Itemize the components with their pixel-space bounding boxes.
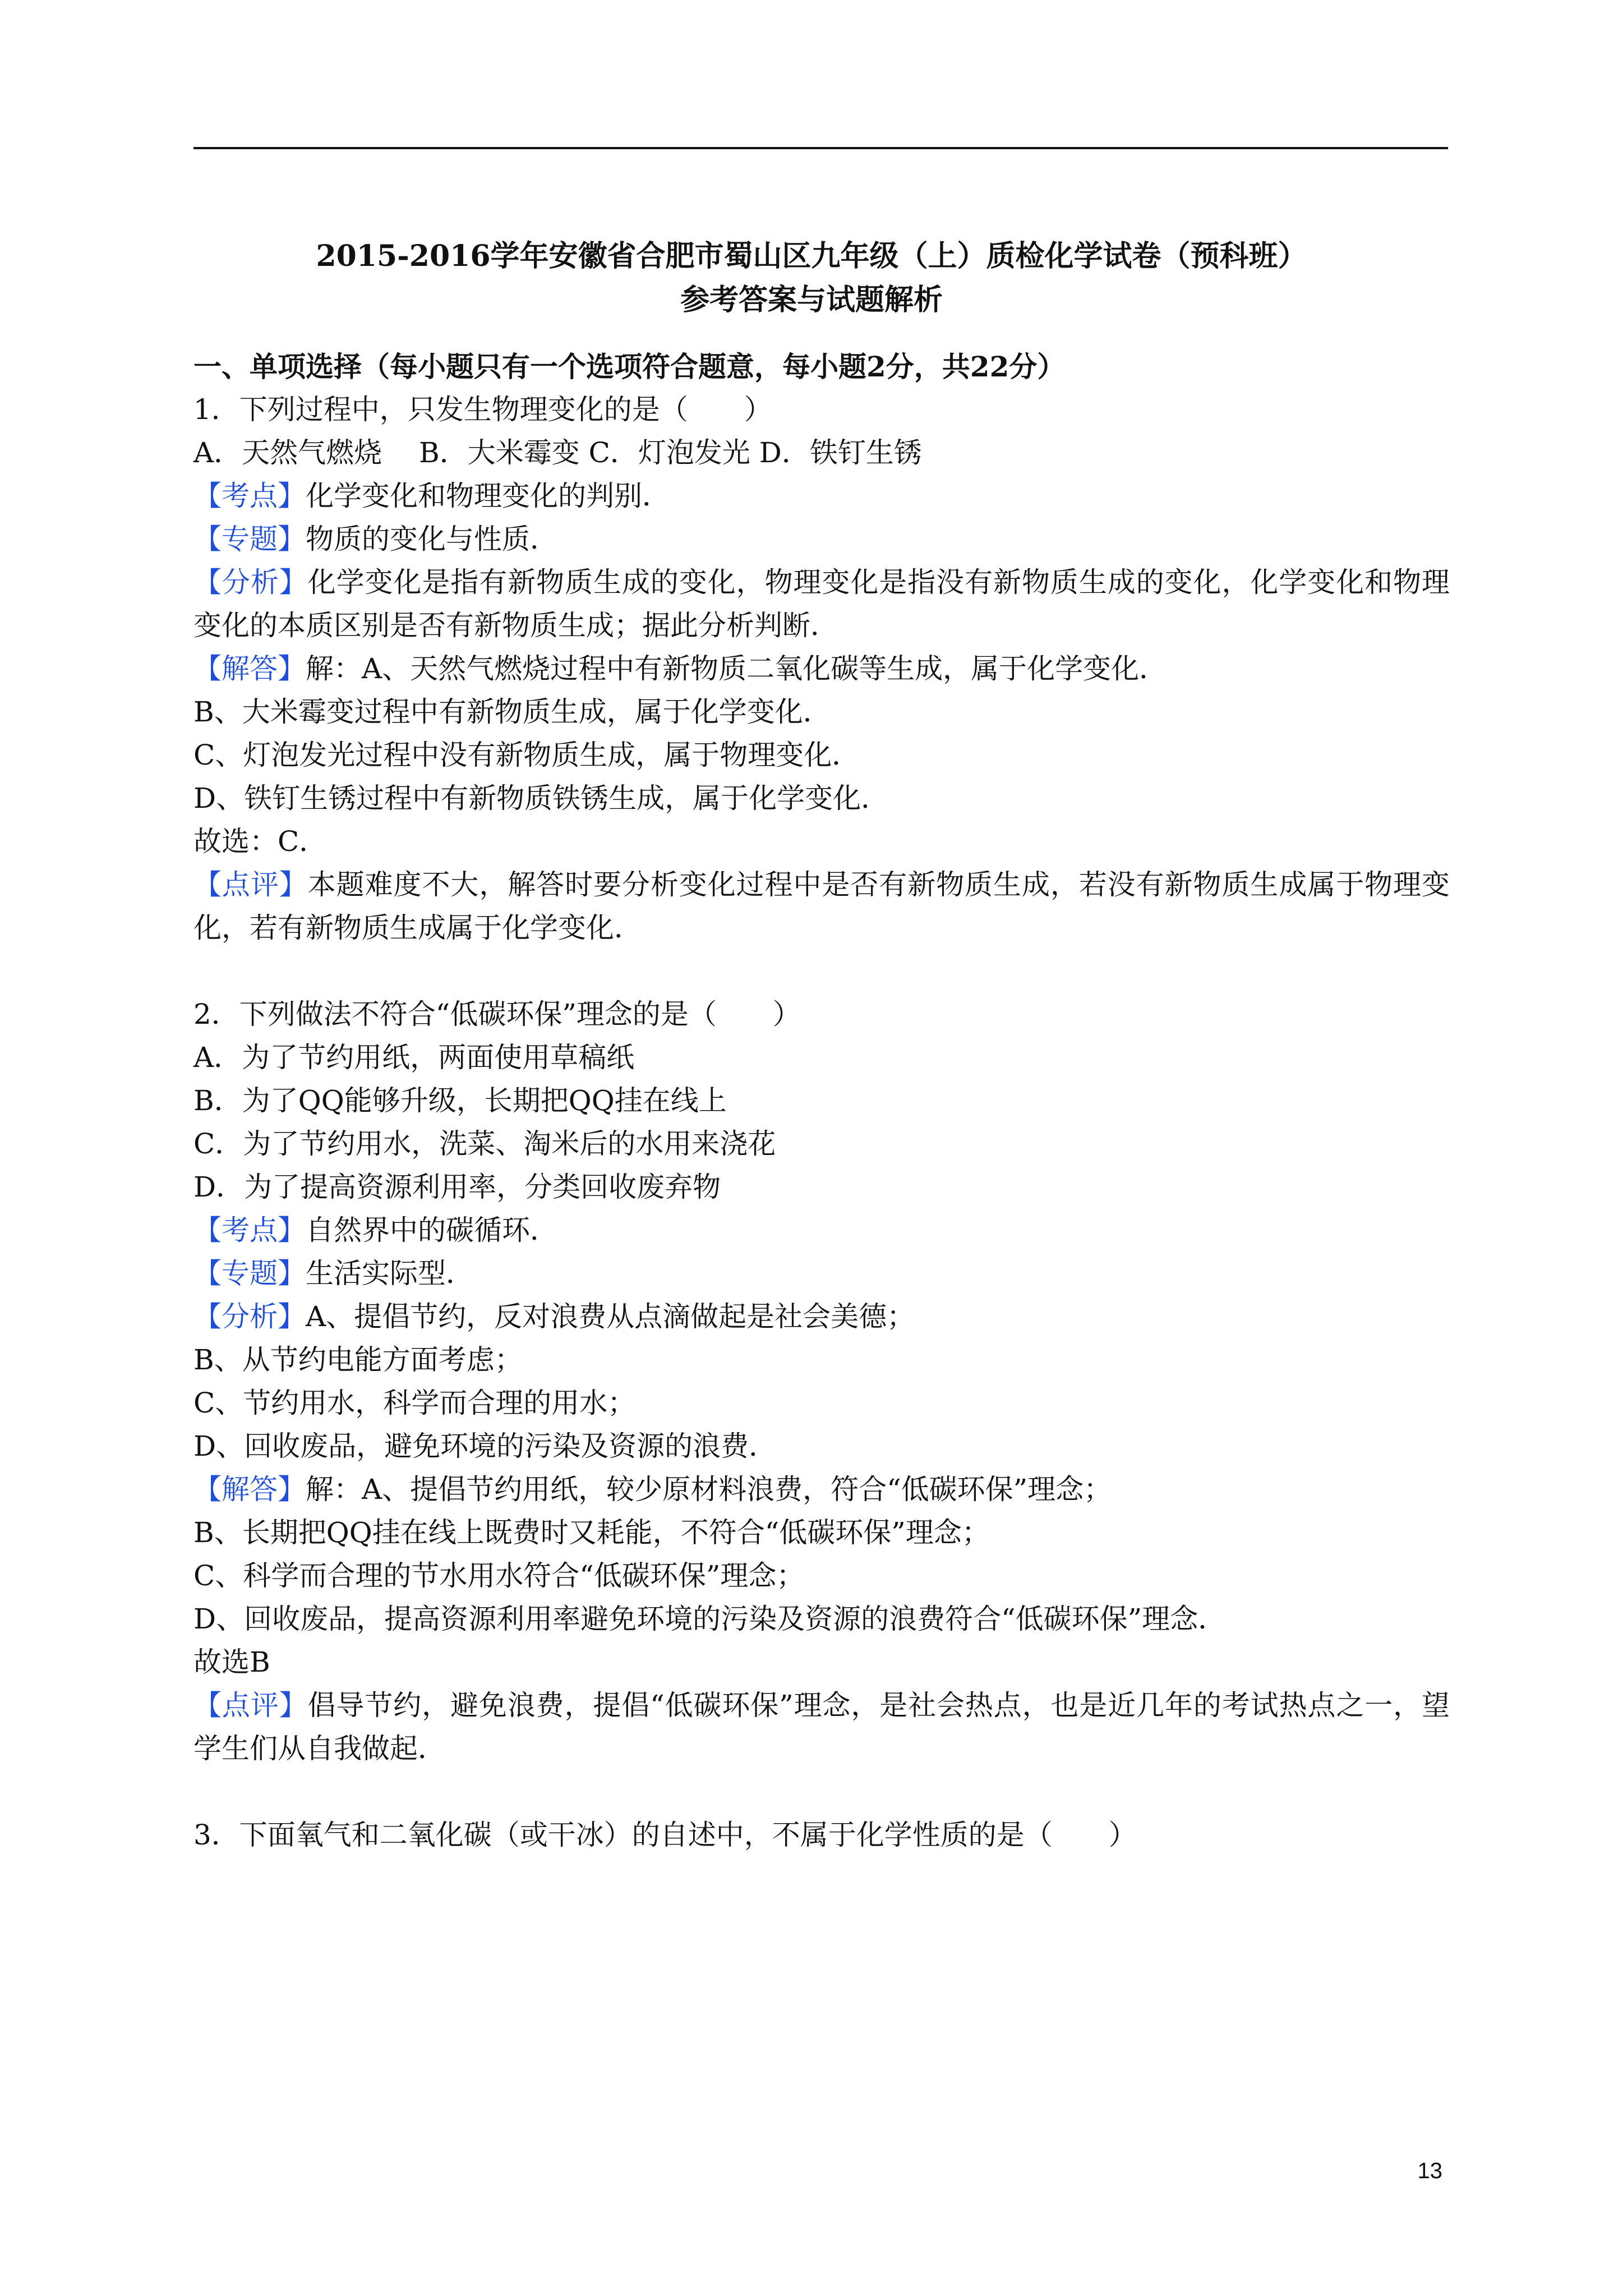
q2-jieda-d: D、回收废品，提高资源利用率避免环境的污染及资源的浪费符合“低碳环保”理念． <box>193 1603 1227 1635</box>
tag-fenxi: 【分析】 <box>193 566 308 599</box>
q2-fenxi-b: B、从节约电能方面考虑； <box>193 1343 523 1376</box>
q1-jieda <box>193 647 1450 691</box>
spacer <box>193 950 1450 993</box>
q2-answer: 故选B <box>193 1646 270 1678</box>
section-heading: 一、单项选择（每小题只有一个选项符合题意，每小题2分，共22分） <box>193 350 1066 383</box>
tag-dianping: 【点评】 <box>193 1689 308 1722</box>
tag-fenxi: 【分析】 <box>193 1300 306 1333</box>
q1-zhuanti <box>193 518 1450 561</box>
header-rule <box>193 147 1448 149</box>
q2-dianping-text: 倡导节约，避免浪费，提倡“低碳环保”理念，是社会热点，也是近几年的考试热点之一，望学生们从自我做起． <box>193 1689 1450 1765</box>
q2-fenxi-text: A、提倡节约，反对浪费从点滴做起是社会美德； <box>306 1300 915 1333</box>
q2-option-a: A．为了节约用纸，两面使用草稿纸 <box>193 1041 635 1074</box>
q2-zhuanti-text: 生活实际型． <box>306 1257 474 1290</box>
q2-jieda <box>193 1468 1450 1511</box>
tag-dianping: 【点评】 <box>193 868 308 901</box>
q2-kaodian-text: 自然界中的碳循环． <box>306 1214 558 1246</box>
tag-kaodian: 【考点】 <box>193 1214 306 1246</box>
q1-fenxi <box>193 561 1450 647</box>
tag-zhuanti: 【专题】 <box>193 523 306 555</box>
q1-dianping <box>193 863 1450 950</box>
q2-dianping <box>193 1684 1450 1770</box>
page-subtitle: 参考答案与试题解析 <box>680 283 943 317</box>
page-number: 13 <box>1417 2159 1442 2183</box>
q1-jieda-text: 解：A、天然气燃烧过程中有新物质二氧化碳等生成，属于化学变化． <box>306 652 1168 685</box>
page-title: 2015-2016学年安徽省合肥市蜀山区九年级（上）质检化学试卷（预科班） <box>316 239 1307 273</box>
q1-kaodian <box>193 475 1450 518</box>
q1-jieda-d: D、铁钉生锈过程中有新物质铁锈生成，属于化学变化． <box>193 782 889 815</box>
q1-options: A．天然气燃烧 B．大米霉变 C．灯泡发光 D．铁钉生锈 <box>193 436 922 469</box>
q1-jieda-b: B、大米霉变过程中有新物质生成，属于化学变化． <box>193 696 831 728</box>
q2-option-c: C．为了节约用水，洗菜、淘米后的水用来浇花 <box>193 1128 776 1160</box>
tag-kaodian: 【考点】 <box>193 480 306 512</box>
q1-zhuanti-text: 物质的变化与性质． <box>306 523 558 555</box>
q1-answer: 故选：C． <box>193 825 328 858</box>
q2-option-b: B．为了QQ能够升级，长期把QQ挂在线上 <box>193 1084 727 1117</box>
q2-zhuanti <box>193 1252 1450 1295</box>
tag-zhuanti: 【专题】 <box>193 1257 306 1290</box>
q2-fenxi <box>193 1295 1450 1338</box>
spacer <box>193 1770 1450 1814</box>
q2-fenxi-c: C、节约用水，科学而合理的用水； <box>193 1387 636 1419</box>
document-body <box>193 328 1450 1857</box>
q3-stem: 3．下面氧气和二氧化碳（或干冰）的自述中，不属于化学性质的是（ ） <box>193 1819 1137 1851</box>
q1-stem: 1．下列过程中，只发生物理变化的是（ ） <box>193 393 772 426</box>
q1-kaodian-text: 化学变化和物理变化的判别． <box>306 480 670 512</box>
q2-kaodian <box>193 1209 1450 1252</box>
tag-jieda: 【解答】 <box>193 652 306 685</box>
q2-jieda-b: B、长期把QQ挂在线上既费时又耗能，不符合“低碳环保”理念； <box>193 1516 990 1549</box>
q1-jieda-c: C、灯泡发光过程中没有新物质生成，属于物理变化． <box>193 739 860 771</box>
q2-stem: 2．下列做法不符合“低碳环保”理念的是（ ） <box>193 998 801 1030</box>
q2-jieda-text: 解：A、提倡节约用纸，较少原材料浪费，符合“低碳环保”理念； <box>306 1473 1112 1506</box>
tag-jieda: 【解答】 <box>193 1473 306 1506</box>
q2-option-d: D．为了提高资源利用率，分类回收废弃物 <box>193 1171 721 1203</box>
q1-fenxi-text: 化学变化是指有新物质生成的变化，物理变化是指没有新物质生成的变化，化学变化和物理变化的本质区别是否有新物质生成；据此分析判断． <box>193 566 1450 642</box>
q2-jieda-c: C、科学而合理的节水用水符合“低碳环保”理念； <box>193 1559 805 1592</box>
q1-dianping-text: 本题难度不大，解答时要分析变化过程中是否有新物质生成，若没有新物质生成属于物理变化，若有新物质生成属于化学变化． <box>193 868 1450 944</box>
q2-fenxi-d: D、回收废品，避免环境的污染及资源的浪费． <box>193 1430 777 1462</box>
